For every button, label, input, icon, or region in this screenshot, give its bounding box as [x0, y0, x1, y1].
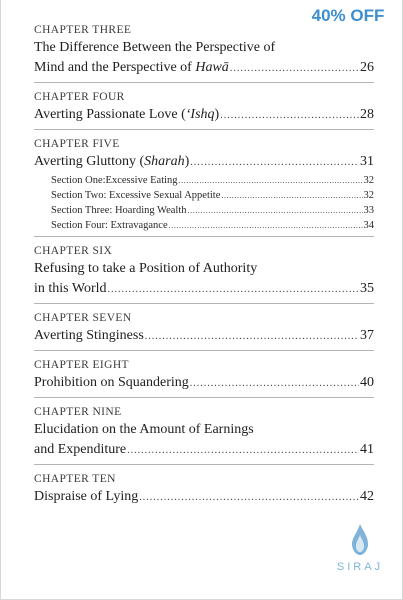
section-divider [34, 397, 374, 398]
section-divider [34, 303, 374, 304]
dot-leader [145, 327, 359, 347]
chapter-title [34, 326, 144, 346]
chapter-title-entry[interactable] [34, 58, 374, 79]
chapter-title-entry[interactable] [34, 373, 374, 394]
toc-section [34, 136, 374, 237]
chapter-title-text: in this World [34, 281, 107, 296]
dot-leader [230, 59, 359, 79]
toc-section [34, 310, 374, 351]
chapter-label: CHAPTER FIVE [34, 138, 120, 150]
discount-badge: 40% OFF [300, 4, 396, 28]
chapter-title-line: The Difference Between the Perspective of [34, 40, 276, 55]
toc-section [34, 357, 374, 398]
chapter-title-entry[interactable] [34, 279, 374, 300]
chapter-label: CHAPTER SEVEN [34, 312, 132, 324]
dot-leader [139, 488, 359, 508]
chapter-title [34, 440, 126, 460]
chapter-title-suffix: ) [184, 154, 190, 169]
page-number: 33 [363, 205, 374, 216]
section-divider [34, 350, 374, 351]
subsection-entry[interactable] [34, 203, 374, 218]
page-number: 41 [360, 442, 374, 457]
flame-drop-icon [349, 523, 371, 557]
dot-leader [190, 374, 359, 394]
chapter-label: CHAPTER TEN [34, 473, 116, 485]
chapter-title-line: Refusing to take a Position of Authority [34, 261, 258, 276]
toc-section [34, 89, 374, 130]
section-divider [34, 236, 374, 237]
chapter-title-italic: Hawā [195, 60, 229, 75]
toc-section [34, 471, 374, 508]
chapter-title-line: Elucidation on the Amount of Earnings [34, 422, 254, 437]
chapter-title-italic: Sharah [144, 154, 185, 169]
chapter-title-entry[interactable] [34, 487, 374, 508]
dot-leader [190, 153, 359, 173]
chapter-title [34, 279, 107, 299]
chapter-label: CHAPTER FOUR [34, 91, 125, 103]
section-divider [34, 129, 374, 130]
toc-section [34, 22, 374, 83]
dot-leader [188, 203, 363, 218]
page-number: 42 [360, 489, 374, 504]
chapter-title-entry[interactable] [34, 326, 374, 347]
page-number: 32 [363, 190, 374, 201]
logo-wordmark: SIRAJ [336, 561, 384, 573]
page-number: 34 [363, 220, 374, 231]
dot-leader [108, 280, 359, 300]
chapter-title-entry[interactable] [34, 105, 374, 126]
chapter-title-text: Prohibition on Squandering [34, 375, 189, 390]
subsection-entry[interactable] [34, 218, 374, 233]
chapter-label: CHAPTER THREE [34, 24, 132, 36]
section-divider [34, 82, 374, 83]
page-number: 28 [360, 107, 374, 122]
chapter-title-text: Averting Passionate Love ( [34, 107, 186, 122]
chapter-title-text: Mind and the Perspective of [34, 60, 196, 75]
dot-leader [179, 173, 363, 188]
chapter-title-text: and Expenditure [34, 442, 127, 457]
chapter-title [34, 373, 189, 393]
subsection-title: Section Three: Hoarding Wealth [51, 205, 187, 216]
dot-leader [127, 441, 359, 461]
chapter-title-text: Averting Gluttony ( [34, 154, 145, 169]
page-number: 40 [360, 375, 374, 390]
chapter-title-text: Averting Stinginess [34, 328, 144, 343]
chapter-title [34, 105, 219, 125]
chapter-title [34, 58, 229, 78]
page-number: 32 [363, 175, 374, 186]
chapter-label: CHAPTER SIX [34, 245, 113, 257]
dot-leader [220, 106, 359, 126]
toc-section [34, 243, 374, 304]
chapter-title-suffix: ) [214, 107, 220, 122]
chapter-title-text: Dispraise of Lying [34, 489, 139, 504]
subsection-title: Section One:Excessive Eating [51, 175, 178, 186]
chapter-title-italic: ‘Ishq [185, 107, 215, 122]
dot-leader [221, 188, 362, 203]
chapter-label: CHAPTER NINE [34, 406, 122, 418]
chapter-title [34, 487, 138, 507]
chapter-title-entry[interactable] [34, 152, 374, 173]
dot-leader [169, 218, 363, 233]
page-number: 26 [360, 60, 374, 75]
subsection-title: Section Four: Extravagance [51, 220, 168, 231]
chapter-title-entry[interactable] [34, 440, 374, 461]
chapter-title [34, 152, 189, 172]
subsection-title: Section Two: Excessive Sexual Appetite [51, 190, 221, 201]
section-divider [34, 464, 374, 465]
page-number: 31 [360, 154, 374, 169]
table-of-contents [34, 16, 374, 514]
subsection-entry[interactable] [34, 188, 374, 203]
page-number: 37 [360, 328, 374, 343]
chapter-label: CHAPTER EIGHT [34, 359, 129, 371]
subsection-entry[interactable] [34, 173, 374, 188]
toc-section [34, 404, 374, 465]
page-number: 35 [360, 281, 374, 296]
siraj-logo [330, 523, 390, 585]
